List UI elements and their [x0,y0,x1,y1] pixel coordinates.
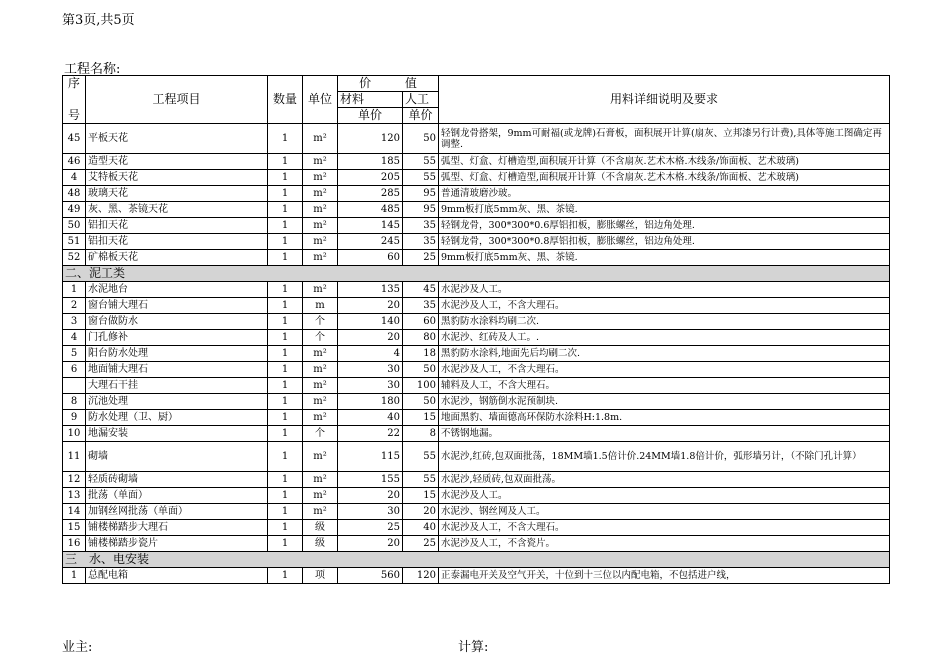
row-quantity: 1 [268,298,303,314]
row-unit: 个 [303,426,338,442]
row-unit: m² [303,202,338,218]
row-quantity: 1 [268,568,303,584]
header-unit-price-labor: 单价 [403,108,439,124]
row-item-name: 水泥地台 [86,282,268,298]
row-material-price: 30 [338,378,403,394]
row-item-name: 玻璃天花 [86,186,268,202]
row-item-name: 总配电箱 [86,568,268,584]
row-description: 弧型、灯盒、灯槽造型,面积展开计算（不含扇灰.艺术木格.木线条/饰面板、艺术玻璃) [439,154,890,170]
row-labor-price: 18 [403,346,439,362]
row-item-name: 防水处理（卫、厨） [86,410,268,426]
row-description: 水泥沙及人工，不含大理石。 [439,362,890,378]
section-title: 二、泥工类 [63,266,890,282]
row-item-name: 铝扣天花 [86,218,268,234]
row-item-name: 地漏安装 [86,426,268,442]
row-quantity: 1 [268,330,303,346]
header-material: 材料 [338,92,403,108]
table-row [63,472,890,488]
row-unit: m² [303,362,338,378]
row-material-price: 140 [338,314,403,330]
table-row [63,488,890,504]
row-quantity: 1 [268,488,303,504]
row-description: 水泥沙，钢筋倒水泥预制块. [439,394,890,410]
row-quantity: 1 [268,282,303,298]
row-item-name: 灰、黑、茶镜天花 [86,202,268,218]
row-number: 14 [63,504,86,520]
row-item-name: 地面铺大理石 [86,362,268,378]
row-number: 5 [63,346,86,362]
calc-label: 计算: [458,640,489,655]
table-row [63,170,890,186]
row-quantity: 1 [268,250,303,266]
row-quantity: 1 [268,202,303,218]
table-row [63,346,890,362]
row-quantity: 1 [268,154,303,170]
row-labor-price: 95 [403,186,439,202]
row-number: 10 [63,426,86,442]
row-labor-price: 40 [403,520,439,536]
row-labor-price: 15 [403,410,439,426]
project-name-label: 工程名称: [64,62,121,77]
row-number: 12 [63,472,86,488]
row-description: 轻钢龙骨搭架，9mm可耐福(或龙牌)石膏板，面积展开计算(扇灰、立邦漆另行计费),具体等施工图确定再调整. [439,124,890,154]
row-labor-price: 55 [403,154,439,170]
row-quantity: 1 [268,234,303,250]
row-labor-price: 50 [403,394,439,410]
table-row [63,568,890,584]
row-number [63,378,86,394]
table-row [63,362,890,378]
row-unit: m² [303,170,338,186]
table-row [63,154,890,170]
header-unit: 单位 [303,76,338,124]
row-number: 3 [63,314,86,330]
quote-table [62,75,890,584]
table-row [63,218,890,234]
row-number: 4 [63,170,86,186]
row-material-price: 205 [338,170,403,186]
table-row [63,298,890,314]
row-number: 4 [63,330,86,346]
row-number: 16 [63,536,86,552]
row-item-name: 沉池处理 [86,394,268,410]
row-number: 11 [63,442,86,472]
row-description: 黑豹防水涂料均刷二次. [439,314,890,330]
row-description: 普通清玻磨沙玻。 [439,186,890,202]
row-description: 水泥沙及人工，不含大理石。 [439,298,890,314]
row-description: 9mm板打底5mm灰、黑、茶镜. [439,250,890,266]
row-item-name: 艾特板天花 [86,170,268,186]
row-item-name: 窗台铺大理石 [86,298,268,314]
row-number: 51 [63,234,86,250]
row-material-price: 155 [338,472,403,488]
row-item-name: 批荡（单面） [86,488,268,504]
row-labor-price: 50 [403,362,439,378]
table-row [63,378,890,394]
row-unit: m² [303,394,338,410]
table-row [63,394,890,410]
page-number: 第3页,共5页 [62,13,135,28]
row-unit: m² [303,378,338,394]
table-row [63,442,890,472]
row-quantity: 1 [268,426,303,442]
row-unit: m² [303,488,338,504]
row-unit: m² [303,442,338,472]
row-material-price: 20 [338,536,403,552]
header-seq-bottom: 号 [63,108,86,124]
row-material-price: 20 [338,330,403,346]
row-number: 46 [63,154,86,170]
section-title: 三 水、电安装 [63,552,890,568]
row-item-name: 矿棉板天花 [86,250,268,266]
row-labor-price: 20 [403,504,439,520]
table-row [63,504,890,520]
table-row [63,536,890,552]
row-description: 黑豹防水涂料,地面先后均刷二次. [439,346,890,362]
table-row [63,124,890,154]
row-unit: 个 [303,314,338,330]
row-material-price: 20 [338,298,403,314]
row-material-price: 560 [338,568,403,584]
table-row [63,520,890,536]
row-number: 48 [63,186,86,202]
row-labor-price: 25 [403,536,439,552]
row-number: 9 [63,410,86,426]
row-item-name: 大理石干挂 [86,378,268,394]
row-description: 弧型、灯盒、灯槽造型,面积展开计算（不含扇灰.艺术木格.木线条/饰面板、艺术玻璃) [439,170,890,186]
header-labor: 人工 [403,92,439,108]
row-unit: 项 [303,568,338,584]
header-desc: 用料详细说明及要求 [439,76,890,124]
row-description: 辅料及人工，不含大理石。 [439,378,890,394]
table-row [63,186,890,202]
row-labor-price: 95 [403,202,439,218]
header-seq-mid [63,92,86,108]
row-quantity: 1 [268,410,303,426]
row-material-price: 25 [338,520,403,536]
header-value-b: 值 [404,76,417,90]
row-description: 水泥沙及人工，不含大理石。 [439,520,890,536]
row-labor-price: 50 [403,124,439,154]
row-quantity: 1 [268,472,303,488]
row-labor-price: 35 [403,218,439,234]
row-quantity: 1 [268,314,303,330]
row-item-name: 阳台防水处理 [86,346,268,362]
row-item-name: 轻质砖砌墙 [86,472,268,488]
table-row [63,250,890,266]
row-description: 水泥沙,轻质砖,包双面批荡。 [439,472,890,488]
row-labor-price: 35 [403,234,439,250]
quote-table-body [63,76,890,584]
row-number: 15 [63,520,86,536]
table-row [63,330,890,346]
row-description: 地面黑豹、墙面德高环保防水涂料H:1.8m. [439,410,890,426]
row-quantity: 1 [268,378,303,394]
row-quantity: 1 [268,504,303,520]
header-value-a: 价 [359,76,372,90]
row-number: 52 [63,250,86,266]
row-material-price: 135 [338,282,403,298]
row-unit: m² [303,234,338,250]
row-labor-price: 55 [403,472,439,488]
row-quantity: 1 [268,442,303,472]
row-material-price: 22 [338,426,403,442]
row-unit: m [303,298,338,314]
row-description: 不锈钢地漏。 [439,426,890,442]
row-number: 50 [63,218,86,234]
row-quantity: 1 [268,186,303,202]
row-number: 45 [63,124,86,154]
header-item: 工程项目 [86,76,268,124]
row-material-price: 4 [338,346,403,362]
row-material-price: 20 [338,488,403,504]
row-labor-price: 55 [403,442,439,472]
row-item-name: 砌墙 [86,442,268,472]
header-row [63,76,890,92]
row-material-price: 180 [338,394,403,410]
row-unit: m² [303,472,338,488]
row-item-name: 窗台做防水 [86,314,268,330]
row-material-price: 30 [338,362,403,378]
row-unit: m² [303,346,338,362]
owner-label: 业主: [62,640,93,655]
row-number: 1 [63,282,86,298]
row-item-name: 铺楼梯踏步大理石 [86,520,268,536]
row-material-price: 185 [338,154,403,170]
row-material-price: 485 [338,202,403,218]
row-quantity: 1 [268,394,303,410]
row-unit: m² [303,124,338,154]
section-row [63,552,890,568]
row-material-price: 145 [338,218,403,234]
row-description: 水泥沙、钢丝网及人工。 [439,504,890,520]
table-row [63,314,890,330]
row-description: 正泰漏电开关及空气开关，十位到十三位以内配电箱，不包括进户线， [439,568,890,584]
row-labor-price: 25 [403,250,439,266]
row-description: 水泥沙及人工。 [439,282,890,298]
row-material-price: 120 [338,124,403,154]
row-quantity: 1 [268,124,303,154]
row-material-price: 285 [338,186,403,202]
row-unit: m² [303,154,338,170]
row-item-name: 造型天花 [86,154,268,170]
section-row [63,266,890,282]
row-labor-price: 8 [403,426,439,442]
row-labor-price: 120 [403,568,439,584]
row-material-price: 115 [338,442,403,472]
row-quantity: 1 [268,218,303,234]
row-unit: m² [303,504,338,520]
row-description: 水泥沙及人工，不含瓷片。 [439,536,890,552]
row-material-price: 40 [338,410,403,426]
table-row [63,202,890,218]
table-row [63,282,890,298]
row-description: 9mm板打底5mm灰、黑、茶镜. [439,202,890,218]
row-description: 水泥沙、红砖及人工。. [439,330,890,346]
row-material-price: 30 [338,504,403,520]
row-labor-price: 45 [403,282,439,298]
header-qty: 数量 [268,76,303,124]
table-row [63,234,890,250]
row-number: 2 [63,298,86,314]
row-item-name: 平板天花 [86,124,268,154]
row-labor-price: 80 [403,330,439,346]
row-number: 6 [63,362,86,378]
row-material-price: 60 [338,250,403,266]
row-labor-price: 35 [403,298,439,314]
header-unit-price-material: 单价 [338,108,403,124]
row-unit: m² [303,218,338,234]
row-number: 13 [63,488,86,504]
table-row [63,426,890,442]
row-number: 8 [63,394,86,410]
row-unit: m² [303,282,338,298]
row-unit: 级 [303,520,338,536]
row-unit: m² [303,410,338,426]
row-quantity: 1 [268,520,303,536]
row-unit: 个 [303,330,338,346]
header-value [338,76,439,92]
header-seq-top: 序 [63,76,86,92]
row-unit: m² [303,186,338,202]
row-material-price: 245 [338,234,403,250]
row-quantity: 1 [268,346,303,362]
row-item-name: 铺楼梯踏步瓷片 [86,536,268,552]
row-description: 轻钢龙骨，300*300*0.6厚铝扣板，膨胀螺丝，铝边角处理. [439,218,890,234]
row-item-name: 门孔修补 [86,330,268,346]
row-unit: 级 [303,536,338,552]
row-quantity: 1 [268,536,303,552]
row-description: 水泥沙,红砖,包双面批荡，18MM墙1.5倍计价.24MM墙1.8倍计价，弧形墙另计，（不除门孔计算） [439,442,890,472]
row-labor-price: 60 [403,314,439,330]
row-item-name: 加钢丝网批荡（单面） [86,504,268,520]
row-labor-price: 100 [403,378,439,394]
row-item-name: 铝扣天花 [86,234,268,250]
table-row [63,410,890,426]
row-labor-price: 55 [403,170,439,186]
row-description: 水泥沙及人工。 [439,488,890,504]
row-quantity: 1 [268,170,303,186]
row-number: 1 [63,568,86,584]
row-labor-price: 15 [403,488,439,504]
row-unit: m² [303,250,338,266]
row-quantity: 1 [268,362,303,378]
row-description: 轻钢龙骨，300*300*0.8厚铝扣板，膨胀螺丝，铝边角处理. [439,234,890,250]
row-number: 49 [63,202,86,218]
